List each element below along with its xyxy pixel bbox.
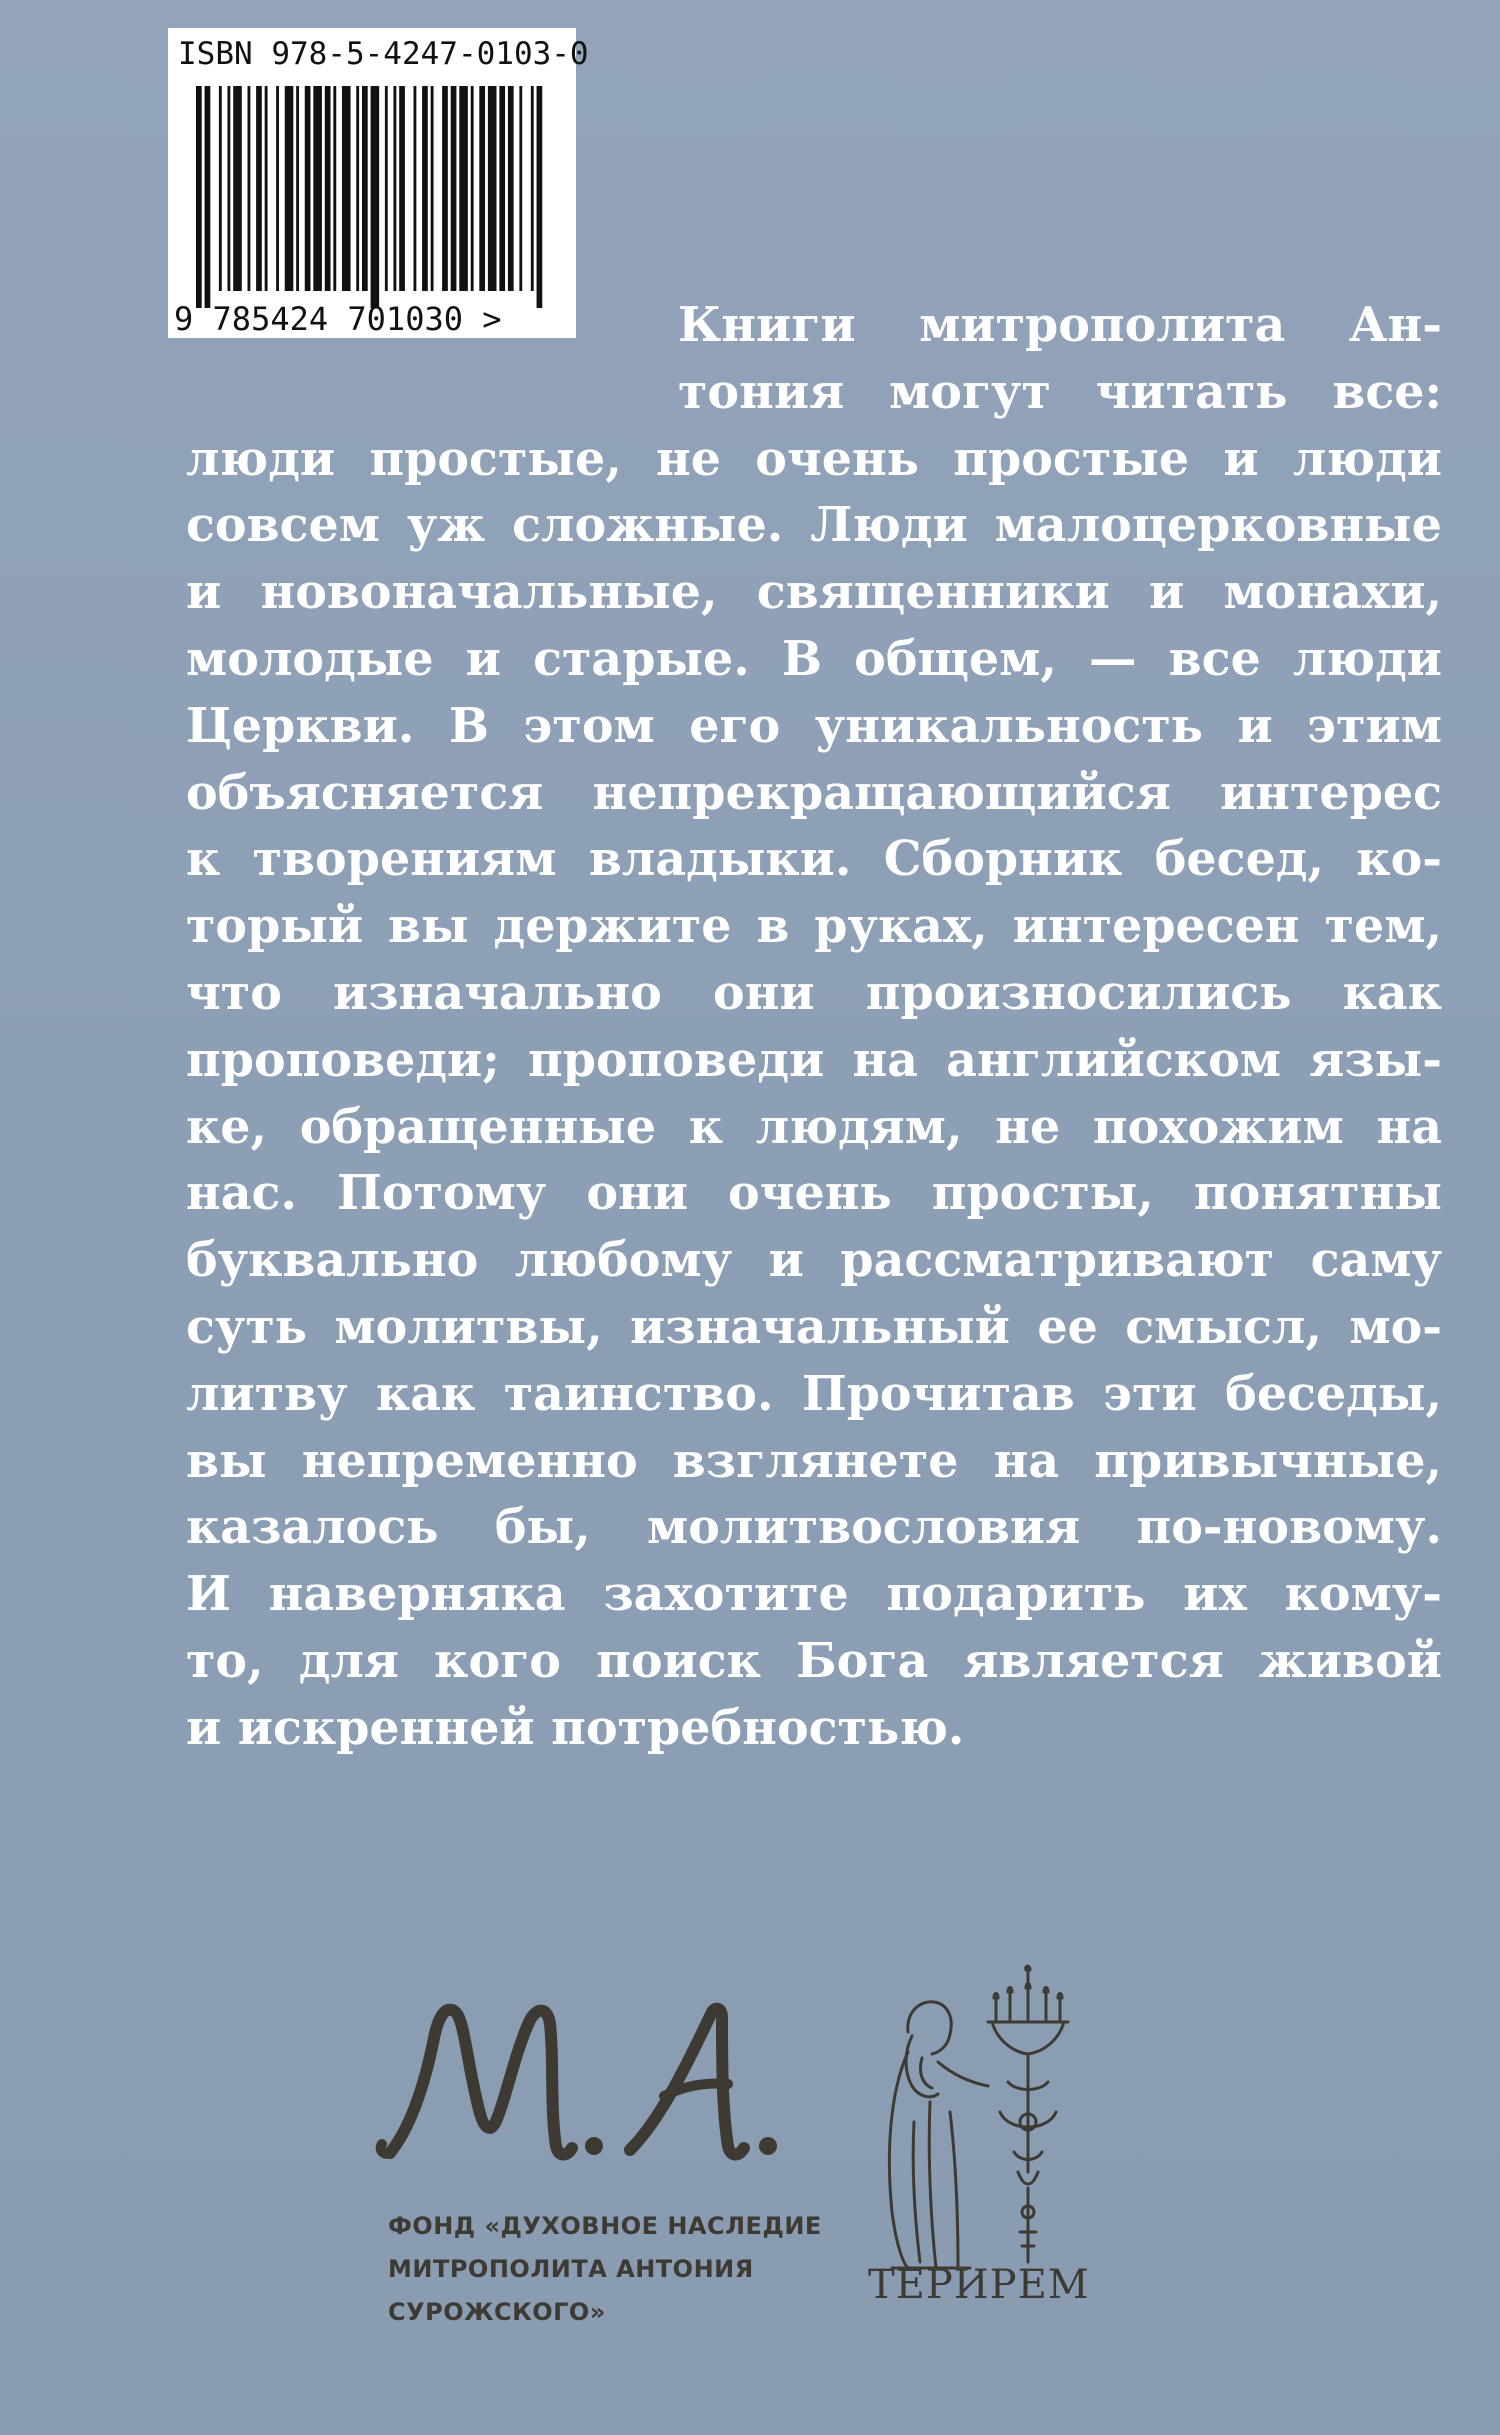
- blurb-line: литву как таинство. Прочитав эти беседы,: [186, 1365, 1442, 1422]
- barcode-bar: [333, 86, 336, 291]
- barcode-bar: [196, 86, 202, 308]
- barcode-bar: [442, 86, 448, 291]
- barcode-bar: [219, 86, 222, 291]
- blurb-line: Книги митрополита Ан-: [678, 297, 1442, 353]
- blurb-line: нас. Потому они очень просты, понятны: [186, 1165, 1442, 1222]
- blurb-text: [186, 292, 1442, 1762]
- blurb-line: что изначально они произносились как: [186, 964, 1442, 1021]
- ma-monogram-logo: [372, 1978, 792, 2178]
- barcode-digits: 9 785424 701030 >: [174, 300, 502, 338]
- barcode-bar: [256, 86, 262, 291]
- barcode-bar: [325, 86, 331, 291]
- isbn-text: ISBN 978-5-4247-0103-0: [178, 36, 589, 72]
- blurb-line: объясняется непрекращающийся интерес: [186, 764, 1442, 821]
- barcode-bar: [285, 86, 294, 291]
- barcode-bar: [276, 86, 279, 291]
- barcode-bar: [362, 86, 368, 291]
- barcode-bar: [233, 86, 242, 291]
- blurb-line: и искренней потребностью.: [186, 1699, 965, 1756]
- barcode-bars: [196, 86, 548, 308]
- barcode-bar: [519, 86, 522, 291]
- fund-line: МИТРОПОЛИТА АНТОНИЯ: [388, 2255, 754, 2283]
- barcode-bar: [265, 86, 268, 291]
- barcode-bar: [471, 86, 474, 291]
- barcode-bar: [248, 86, 251, 291]
- barcode-bar: [296, 86, 299, 291]
- blurb-line: буквально любому и рассматривают саму: [186, 1232, 1442, 1289]
- blurb-line: тония могут читать все:: [678, 363, 1442, 420]
- blurb-line: и новоначальные, священники и монахи,: [186, 564, 1442, 621]
- barcode-bar: [459, 86, 468, 291]
- barcode-bar: [451, 86, 457, 291]
- terirem-monk-candle-illustration: [878, 1962, 1078, 2272]
- blurb-line: суть молитвы, изначальный ее смысл, мо-: [186, 1298, 1442, 1355]
- blurb-line: люди простые, не очень простые и люди: [186, 430, 1442, 487]
- blurb-line: проповеди; проповеди на английском язы-: [186, 1031, 1442, 1088]
- blurb-line: совсем уж сложные. Люди малоцерковные: [186, 497, 1442, 554]
- barcode-bar: [422, 86, 428, 291]
- blurb-line: ке, обращенные к людям, не похожим на: [186, 1098, 1442, 1155]
- barcode-bar: [227, 86, 230, 291]
- barcode-bar: [393, 86, 396, 291]
- barcode-bar: [371, 86, 380, 308]
- barcode-bar: [531, 86, 534, 291]
- barcode-bar: [205, 86, 211, 308]
- blurb-line: молодые и старые. В общем, — все люди: [186, 630, 1442, 687]
- barcode-bar: [385, 86, 388, 291]
- blurb-line: торый вы держите в руках, интересен тем,: [186, 898, 1442, 955]
- fund-line: СУРОЖСКОГО»: [388, 2298, 606, 2326]
- blurb-line: Церкви. В этом его уникальность и этим: [186, 697, 1442, 754]
- barcode-bar: [399, 86, 405, 291]
- blurb-line: казалось бы, молитвословия по-новому.: [186, 1499, 1442, 1556]
- barcode-bar: [479, 86, 485, 291]
- barcode-bar: [499, 86, 505, 291]
- barcode-bar: [305, 86, 311, 291]
- barcode-bar: [488, 86, 497, 291]
- blurb-line: вы непременно взглянете на привычные,: [186, 1432, 1442, 1489]
- barcode-bar: [414, 86, 417, 291]
- terirem-publisher-name: ТЕРИРЕМ: [868, 2262, 1090, 2308]
- barcode-bar: [508, 86, 514, 291]
- barcode-bar: [313, 86, 322, 291]
- blurb-line: И наверняка захотите подарить их кому-: [186, 1566, 1442, 1623]
- fund-name: [388, 2205, 848, 2334]
- blurb-line: то, для кого поиск Бога является живой: [186, 1632, 1442, 1689]
- fund-line: ФОНД «ДУХОВНОЕ НАСЛЕДИЕ: [388, 2212, 822, 2240]
- barcode-bar: [342, 86, 351, 291]
- blurb-line: к творениям владыки. Сборник бесед, ко-: [186, 831, 1442, 888]
- barcode-bar: [356, 86, 359, 291]
- barcode-bar: [431, 86, 434, 291]
- barcode-bar: [537, 86, 543, 308]
